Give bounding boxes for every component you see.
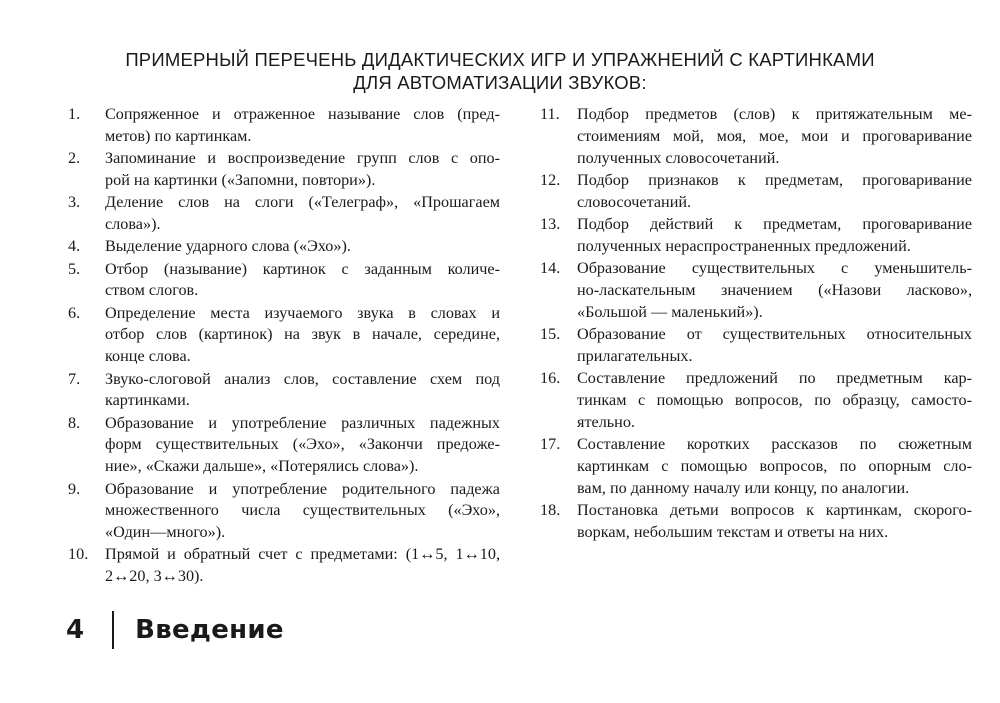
item-text-line: Постановка детьми вопросов к картинкам, скорого- <box>577 500 972 519</box>
list-item <box>540 368 972 433</box>
item-text-line: тинкам с помощью вопросов, по образцу, самосто- <box>577 390 972 409</box>
right-column <box>540 104 972 544</box>
item-text-line: полученных нераспространенных предложений. <box>577 236 911 255</box>
list-item <box>540 324 972 368</box>
item-text-line: Подбор признаков к предметам, проговаривание <box>577 170 972 189</box>
item-text-line: Составление предложений по предметным кар- <box>577 369 972 388</box>
footer-divider <box>112 611 114 649</box>
item-number: 6. <box>68 303 81 322</box>
page-footer <box>66 610 284 650</box>
item-text-line: воркам, небольшим текстам и ответы на них. <box>577 522 889 541</box>
item-text-line: вам, по данному началу или концу, по аналогии. <box>577 478 910 497</box>
item-text-line: Деление слов на слоги («Телеграф», «Прошагаем <box>105 193 500 212</box>
item-number: 16. <box>540 369 561 388</box>
item-number: 5. <box>68 259 81 278</box>
item-text-line: «Один—много»). <box>105 523 226 542</box>
page-heading <box>0 48 1000 94</box>
list-item <box>68 303 500 368</box>
item-text-line: Прямой и обратный счет с предметами: (1↔5, 1↔10, <box>105 545 500 564</box>
item-number: 4. <box>68 237 81 256</box>
item-text-line: Подбор действий к предметам, проговаривание <box>577 214 972 233</box>
item-text-line: Образование от существительных относительных <box>577 324 972 343</box>
item-text-line: картинками. <box>105 391 190 410</box>
left-column <box>68 104 500 589</box>
list-item <box>68 236 500 258</box>
list-item <box>68 413 500 478</box>
item-number: 1. <box>68 105 81 123</box>
item-number: 13. <box>540 214 561 233</box>
item-number: 2. <box>68 149 81 168</box>
section-title: Введение <box>135 615 284 645</box>
item-number: 18. <box>540 500 561 519</box>
item-text-line: ние», «Скажи дальше», «Потерялись слова»). <box>105 457 419 476</box>
item-number: 15. <box>540 324 561 343</box>
list-item <box>68 104 500 148</box>
item-text-line: Подбор предметов (слов) к притяжательным ме- <box>577 105 972 123</box>
list-item <box>68 192 500 236</box>
item-number: 10. <box>68 545 89 564</box>
item-text-line: 2↔20, 3↔30). <box>105 567 204 586</box>
item-text-line: Запоминание и воспроизведение групп слов с опо- <box>105 149 500 168</box>
list-item <box>540 214 972 258</box>
item-text-line: слова»). <box>105 214 161 233</box>
item-text-line: Звуко-слоговой анализ слов, составление схем под <box>105 369 500 388</box>
item-text-line: стоимениям мой, моя, мое, мои и проговаривание <box>577 126 972 145</box>
heading-line-2: ДЛЯ АВТОМАТИЗАЦИИ ЗВУКОВ: <box>353 72 647 93</box>
list-item <box>68 148 500 192</box>
list-item <box>540 170 972 214</box>
item-text-line: Образование существительных с уменьшитель- <box>577 259 972 278</box>
page-number: 4 <box>66 615 85 645</box>
item-text-line: Выделение ударного слова («Эхо»). <box>105 237 351 256</box>
list-item <box>540 500 972 544</box>
item-number: 11. <box>540 105 560 123</box>
item-text-line: ством слогов. <box>105 281 199 300</box>
item-text-line: Отбор (называние) картинок с заданным количе- <box>105 259 500 278</box>
item-text-line: словосочетаний. <box>577 192 692 211</box>
exercise-list-right <box>540 104 972 543</box>
item-text-line: Сопряженное и отраженное называние слов (пред- <box>105 105 500 123</box>
item-text-line: «Большой — маленький»). <box>577 302 763 321</box>
list-item <box>540 258 972 323</box>
list-item <box>68 369 500 413</box>
item-text-line: отбор слов (картинок) на звук в начале, середине, <box>105 325 500 344</box>
heading-line-1: ПРИМЕРНЫЙ ПЕРЕЧЕНЬ ДИДАКТИЧЕСКИХ ИГР И УПРАЖНЕНИЙ С КАРТИНКАМИ <box>125 49 875 70</box>
item-number: 17. <box>540 434 561 453</box>
item-text-line: ятельно. <box>577 412 635 431</box>
list-item <box>540 434 972 499</box>
item-text-line: форм существительных («Эхо», «Закончи предоже- <box>105 435 500 454</box>
item-number: 12. <box>540 170 561 189</box>
list-item <box>68 544 500 588</box>
item-text-line: Образование и употребление родительного падежа <box>105 479 500 498</box>
item-number: 3. <box>68 193 81 212</box>
list-item <box>540 104 972 169</box>
list-item <box>68 479 500 544</box>
item-text-line: Составление коротких рассказов по сюжетным <box>577 434 972 453</box>
item-number: 14. <box>540 259 561 278</box>
exercise-list-left <box>68 104 500 588</box>
item-text-line: множественного числа существительных («Эхо», <box>105 501 500 520</box>
item-text-line: Определение места изучаемого звука в словах и <box>105 303 500 322</box>
item-text-line: прилагательных. <box>577 346 693 365</box>
item-text-line: полученных словосочетаний. <box>577 148 780 167</box>
item-number: 7. <box>68 369 81 388</box>
item-text-line: Образование и употребление различных падежных <box>105 413 500 432</box>
item-number: 9. <box>68 479 81 498</box>
item-text-line: конце слова. <box>105 347 191 366</box>
item-number: 8. <box>68 413 81 432</box>
item-text-line: метов) по картинкам. <box>105 126 252 145</box>
item-text-line: картинкам с помощью вопросов, по опорным сло- <box>577 456 972 475</box>
item-text-line: рой на картинки («Запомни, повтори»). <box>105 170 376 189</box>
item-text-line: но-ласкательным значением («Назови ласково», <box>577 280 972 299</box>
list-item <box>68 259 500 303</box>
